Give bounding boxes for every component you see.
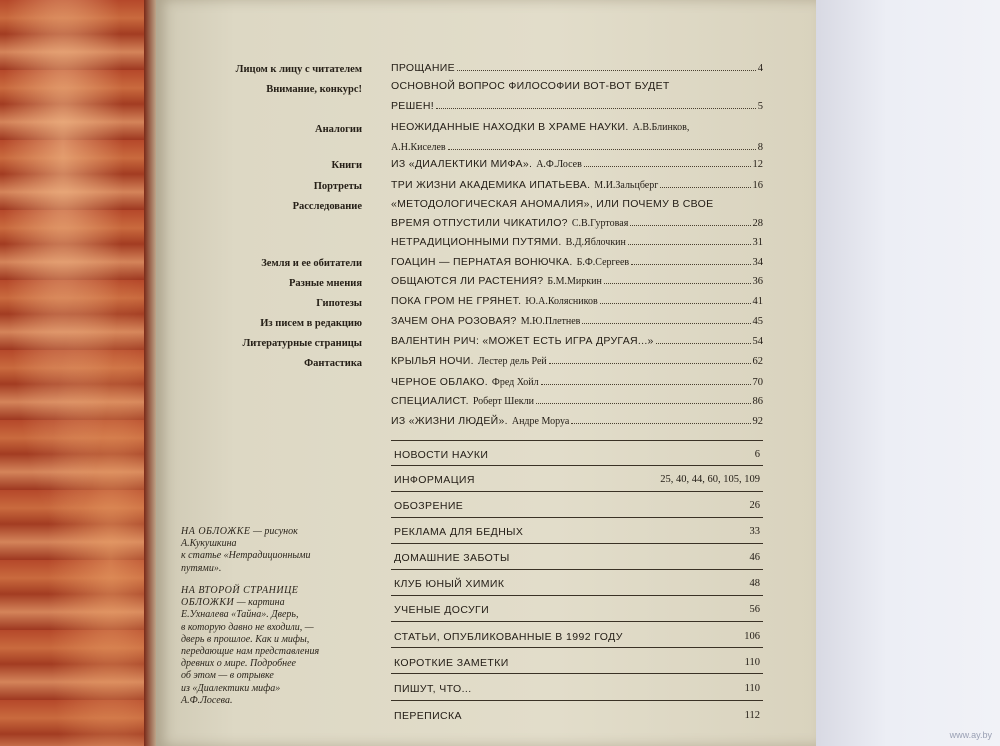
section-entry[interactable] [394,526,760,538]
entry-page: 12 [752,159,763,170]
toc-entry[interactable] [391,333,763,350]
entry-author: Андре Моруа [511,416,570,427]
toc-entry[interactable] [391,313,763,330]
entry-author: С.В.Гуртовая [571,218,629,229]
section-title: СТАТЬИ, ОПУБЛИКОВАННЫЕ В 1992 ГОДУ [394,631,623,643]
entry-author: А.В.Блинков, [632,122,690,133]
leader-dots [604,283,751,284]
second-cover-note-line: из «Диалектики мифа» [181,682,281,694]
section-page: 112 [744,710,760,721]
cover-note-heading: НА ОБЛОЖКЕ [181,526,251,537]
divider [391,647,763,648]
cover-note-line: А.Кукушкина [181,538,237,550]
entry-author-cont: А.Н.Киселев [391,142,446,153]
entry-page: 86 [752,396,763,407]
second-cover-note-line: — картина [236,597,285,609]
divider [391,595,763,596]
category-label: Аналогии [315,124,362,135]
section-page: 6 [754,449,760,460]
entry-page: 92 [752,416,763,427]
toc-entry[interactable] [391,177,763,194]
leader-dots [541,384,751,385]
entry-author: Б.Ф.Сергеев [576,257,630,268]
section-entry[interactable] [394,710,760,722]
leader-dots [656,343,751,344]
second-cover-note-line: об этом — в отрывке [181,670,274,682]
section-title: УЧЕНЫЕ ДОСУГИ [394,604,490,616]
entry-title: СПЕЦИАЛИСТ. [391,395,469,407]
toc-entry[interactable] [391,78,763,115]
category-label: Литературные страницы [242,338,362,349]
second-cover-note-line: дверь в прошлое. Как и мифы, [181,633,310,645]
entry-title: ОСНОВНОЙ ВОПРОС ФИЛОСОФИИ ВОТ-ВОТ БУДЕТ [391,80,670,92]
entry-page: 45 [752,316,763,327]
entry-author: М.И.Зальцберг [594,180,659,191]
entry-author: Фред Хойл [491,377,539,388]
divider [391,621,763,622]
leader-dots [536,403,751,404]
section-title: ПИШУТ, ЧТО... [394,683,472,695]
section-entry[interactable] [394,657,760,669]
entry-author: Б.М.Миркин [547,276,602,287]
entry-author: В.Д.Яблочкин [565,237,626,248]
entry-title: ОБЩАЮТСЯ ЛИ РАСТЕНИЯ? [391,275,544,287]
cover-note-line: путями». [181,562,222,574]
second-cover-note-line: древних о мире. Подробнее [181,658,296,670]
entry-author: Ю.А.Колясников [525,296,598,307]
toc-entry[interactable] [391,413,763,430]
section-page: 46 [749,552,760,563]
entry-title: ИЗ «ЖИЗНИ ЛЮДЕЙ». [391,415,508,427]
entry-title: КРЫЛЬЯ НОЧИ. [391,355,474,367]
cover-note-line: к статье «Нетрадиционными [181,550,311,562]
divider [391,517,763,518]
section-entry[interactable] [394,578,760,590]
leader-dots [549,363,751,364]
section-entry[interactable] [394,552,760,564]
magazine-cover-edge [0,0,158,746]
entry-page: 4 [757,63,763,74]
entry-page: 31 [752,237,763,248]
entry-page: 5 [757,101,763,112]
entry-title: ПОКА ГРОМ НЕ ГРЯНЕТ. [391,295,522,307]
leader-dots [582,323,750,324]
divider [391,465,763,466]
second-cover-note-line: передающие нам представления [181,646,320,658]
section-title: НОВОСТИ НАУКИ [394,449,489,461]
category-label: Расследование [292,201,362,212]
leader-dots [436,108,756,109]
second-cover-note-line: А.Ф.Лосева. [181,694,233,706]
category-label: Лицом к лицу с читателем [235,64,362,75]
leader-dots [600,303,751,304]
section-page: 26 [749,500,760,511]
leader-dots [448,149,756,150]
leader-dots [631,264,750,265]
section-title: ОБОЗРЕНИЕ [394,500,464,512]
entry-title: ЧЕРНОЕ ОБЛАКО. [391,376,488,388]
entry-page: 70 [752,377,763,388]
toc-entry[interactable] [391,374,763,391]
cover-note [181,526,381,575]
entry-page: 62 [752,356,763,367]
entry-title: «МЕТОДОЛОГИЧЕСКАЯ АНОМАЛИЯ», ИЛИ ПОЧЕМУ В СВОЕ [391,198,714,210]
section-page: 106 [744,631,760,642]
entry-title: ВАЛЕНТИН РИЧ: «МОЖЕТ ЕСТЬ ИГРА ДРУГАЯ...» [391,335,654,347]
section-entry[interactable] [394,604,760,616]
toc-entry[interactable] [391,196,763,232]
second-cover-note [181,585,381,707]
toc-entry[interactable] [391,234,763,251]
section-page: 56 [749,604,760,615]
second-cover-note-heading-2: ОБЛОЖКИ [181,597,235,609]
second-cover-note-line: в которую давно не входили, — [181,621,314,633]
category-label: Портреты [313,181,362,192]
toc-entry[interactable] [391,156,763,173]
entry-title: НЕОЖИДАННЫЕ НАХОДКИ В ХРАМЕ НАУКИ. [391,121,629,133]
divider [391,543,763,544]
leader-dots [630,225,750,226]
divider [391,700,763,701]
section-title: РЕКЛАМА ДЛЯ БЕДНЫХ [394,526,524,538]
entry-page: 28 [752,218,763,229]
toc-entry[interactable] [391,60,763,77]
entry-page: 36 [752,276,763,287]
entry-page: 54 [752,336,763,347]
toc-entry[interactable] [391,119,763,156]
entry-title: ЗАЧЕМ ОНА РОЗОВАЯ? [391,315,517,327]
category-label: Фантастика [304,358,362,369]
entry-author: А.Ф.Лосев [536,159,582,170]
second-cover-note-heading: НА ВТОРОЙ СТРАНИЦЕ [181,585,299,596]
entry-title: ГОАЦИН — ПЕРНАТАЯ ВОНЮЧКА. [391,256,573,268]
divider [391,569,763,570]
section-entry[interactable] [394,631,760,643]
section-entry[interactable] [394,449,760,461]
category-label: Разные мнения [288,278,362,289]
background-surface [812,0,1000,746]
second-cover-note-line: Е.Ухналева «Тайна». Дверь, [181,609,299,621]
toc-entry[interactable] [391,353,763,370]
entry-title-cont: РЕШЕН! [391,100,434,112]
category-label: Гипотезы [316,298,362,309]
entry-title: ИЗ «ДИАЛЕКТИКИ МИФА». [391,158,533,170]
leader-dots [660,187,750,188]
section-title: КЛУБ ЮНЫЙ ХИМИК [394,578,505,590]
divider [391,673,763,674]
section-page: 25, 40, 44, 60, 105, 109 [660,474,760,485]
entry-author: Роберт Шекли [472,396,534,407]
category-label: Из писем в редакцию [260,318,362,329]
section-title: ПЕРЕПИСКА [394,710,462,722]
entry-author: М.Ю.Плетнев [520,316,581,327]
leader-dots [457,70,756,71]
section-entry[interactable] [394,500,760,512]
leader-dots [584,166,751,167]
entry-title-cont: ВРЕМЯ ОТПУСТИЛИ ЧИКАТИЛО? [391,217,568,229]
toc-entry[interactable] [391,393,763,410]
divider [391,491,763,492]
cover-note-line: — рисунок [252,526,298,537]
section-page: 33 [749,526,760,537]
category-label: Книги [331,160,362,171]
section-entry[interactable] [394,683,760,695]
entry-author: Лестер дель Рей [477,356,547,367]
entry-page: 41 [752,296,763,307]
entry-page: 16 [752,180,763,191]
section-title: ИНФОРМАЦИЯ [394,474,475,486]
divider [391,440,763,441]
entry-page: 8 [757,142,763,153]
entry-page: 34 [752,257,763,268]
leader-dots [571,423,750,424]
section-page: 110 [744,683,760,694]
toc-entry[interactable] [391,293,763,310]
section-page: 48 [749,578,760,589]
section-title: КОРОТКИЕ ЗАМЕТКИ [394,657,509,669]
entry-title: ТРИ ЖИЗНИ АКАДЕМИКА ИПАТЬЕВА. [391,179,591,191]
entry-title: НЕТРАДИЦИОННЫМИ ПУТЯМИ. [391,236,562,248]
toc-entry[interactable] [391,273,763,290]
leader-dots [628,244,751,245]
category-label: Земля и ее обитатели [261,258,362,269]
entry-title: ПРОЩАНИЕ [391,62,455,74]
section-page: 110 [744,657,760,668]
watermark: www.ay.by [949,730,992,740]
category-label: Внимание, конкурс! [266,84,362,95]
section-title: ДОМАШНИЕ ЗАБОТЫ [394,552,510,564]
toc-entry[interactable] [391,254,763,271]
section-entry[interactable] [394,474,760,486]
